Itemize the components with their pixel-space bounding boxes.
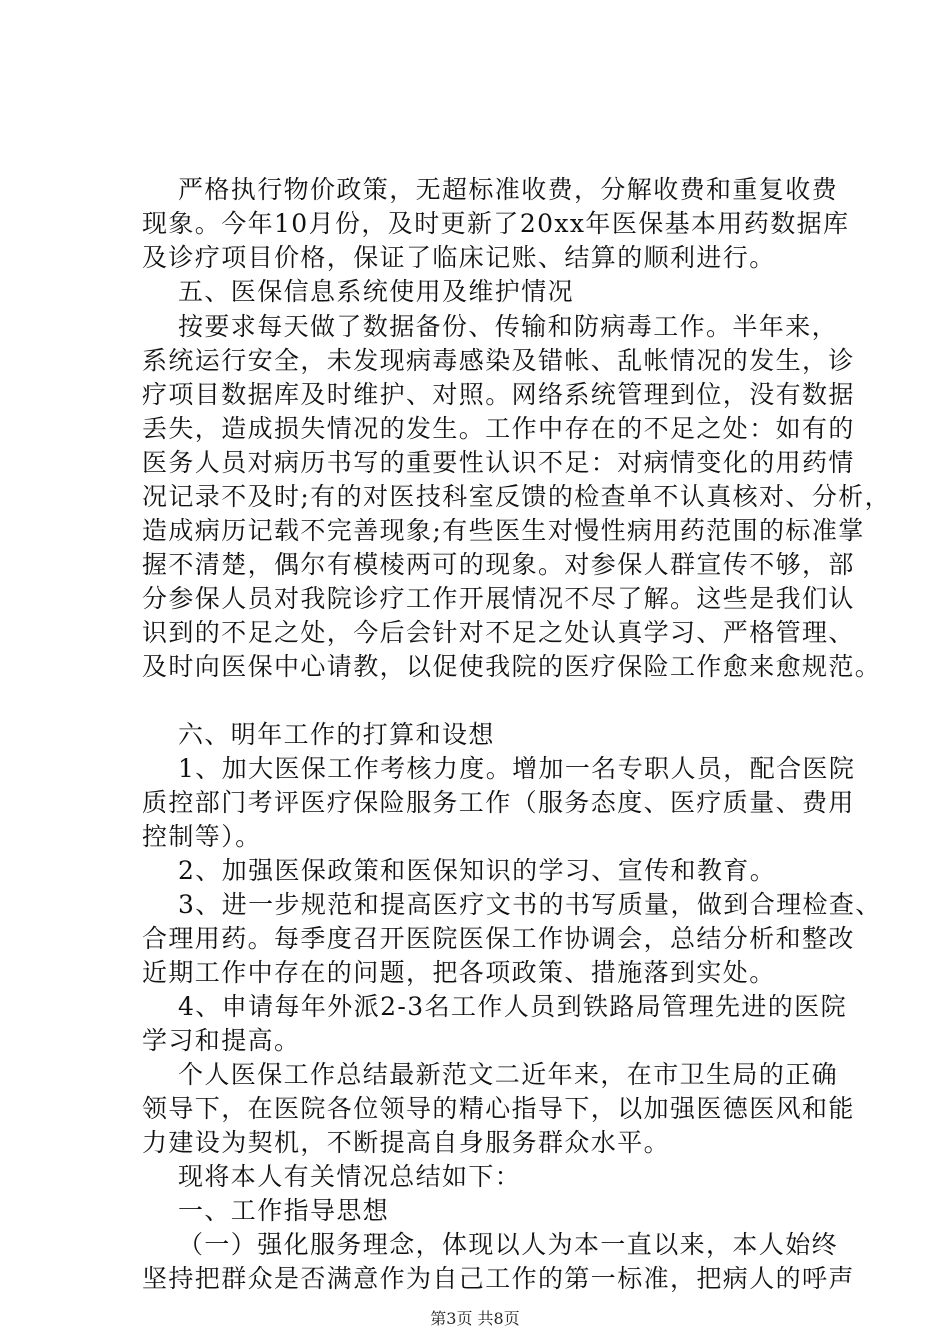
page-number: 第3页 共8页 bbox=[430, 1309, 520, 1328]
text-line: 握不清楚，偶尔有模棱两可的现象。对参保人群宣传不够，部 bbox=[142, 550, 855, 579]
text-line: 疗项目数据库及时维护、对照。网络系统管理到位，没有数据 bbox=[142, 380, 855, 409]
text-line: 及诊疗项目价格，保证了临床记账、结算的顺利进行。 bbox=[142, 243, 776, 272]
section-heading: 六、明年工作的打算和设想 bbox=[178, 720, 495, 749]
text-line: 2、加强医保政策和医保知识的学习、宣传和教育。 bbox=[178, 856, 777, 885]
text-line: 造成病历记载不完善现象;有些医生对慢性病用药范围的标准掌 bbox=[142, 516, 865, 545]
text-line: 现将本人有关情况总结如下： bbox=[178, 1162, 522, 1191]
section-heading: 五、医保信息系统使用及维护情况 bbox=[178, 277, 575, 306]
text-line: 合理用药。每季度召开医院医保工作协调会，总结分析和整改 bbox=[142, 924, 855, 953]
text-line: 丢失，造成损失情况的发生。工作中存在的不足之处：如有的 bbox=[142, 414, 855, 443]
text-line: 况记录不及时;有的对医技科室反馈的检查单不认真核对、分析， bbox=[142, 482, 892, 511]
text-line: 3、进一步规范和提高医疗文书的书写质量，做到合理检查、 bbox=[178, 890, 882, 919]
text-line: 分参保人员对我院诊疗工作开展情况不尽了解。这些是我们认 bbox=[142, 584, 855, 613]
text-line: 系统运行安全，未发现病毒感染及错帐、乱帐情况的发生，诊 bbox=[142, 346, 855, 375]
section-heading: 一、工作指导思想 bbox=[178, 1196, 390, 1225]
text-line: 严格执行物价政策，无超标准收费，分解收费和重复收费 bbox=[178, 175, 839, 204]
text-line: 医务人员对病历书写的重要性认识不足：对病情变化的用药情 bbox=[142, 448, 855, 477]
text-line: 个人医保工作总结最新范文二近年来，在市卫生局的正确 bbox=[178, 1060, 839, 1089]
text-line: 1、加大医保工作考核力度。增加一名专职人员，配合医院 bbox=[178, 754, 856, 783]
text-line: 领导下，在医院各位领导的精心指导下，以加强医德医风和能 bbox=[142, 1094, 855, 1123]
text-line: 学习和提高。 bbox=[142, 1026, 301, 1055]
text-line: 坚持把群众是否满意作为自己工作的第一标准，把病人的呼声 bbox=[142, 1264, 855, 1293]
text-line: （一）强化服务理念，体现以人为本一直以来，本人始终 bbox=[178, 1230, 839, 1259]
text-line: 及时向医保中心请教，以促使我院的医疗保险工作愈来愈规范。 bbox=[142, 652, 882, 681]
text-line: 力建设为契机，不断提高自身服务群众水平。 bbox=[142, 1128, 671, 1157]
text-line: 按要求每天做了数据备份、传输和防病毒工作。半年来， bbox=[178, 312, 839, 341]
text-line: 识到的不足之处，今后会针对不足之处认真学习、严格管理、 bbox=[142, 618, 855, 647]
text-line: 4、申请每年外派2-3名工作人员到铁路局管理先进的医院 bbox=[178, 992, 847, 1021]
text-line: 质控部门考评医疗保险服务工作（服务态度、医疗质量、费用 bbox=[142, 788, 855, 817]
text-line: 现象。今年10月份，及时更新了20xx年医保基本用药数据库 bbox=[142, 209, 850, 238]
text-line: 控制等）。 bbox=[142, 822, 262, 851]
text-line: 近期工作中存在的问题，把各项政策、措施落到实处。 bbox=[142, 958, 776, 987]
